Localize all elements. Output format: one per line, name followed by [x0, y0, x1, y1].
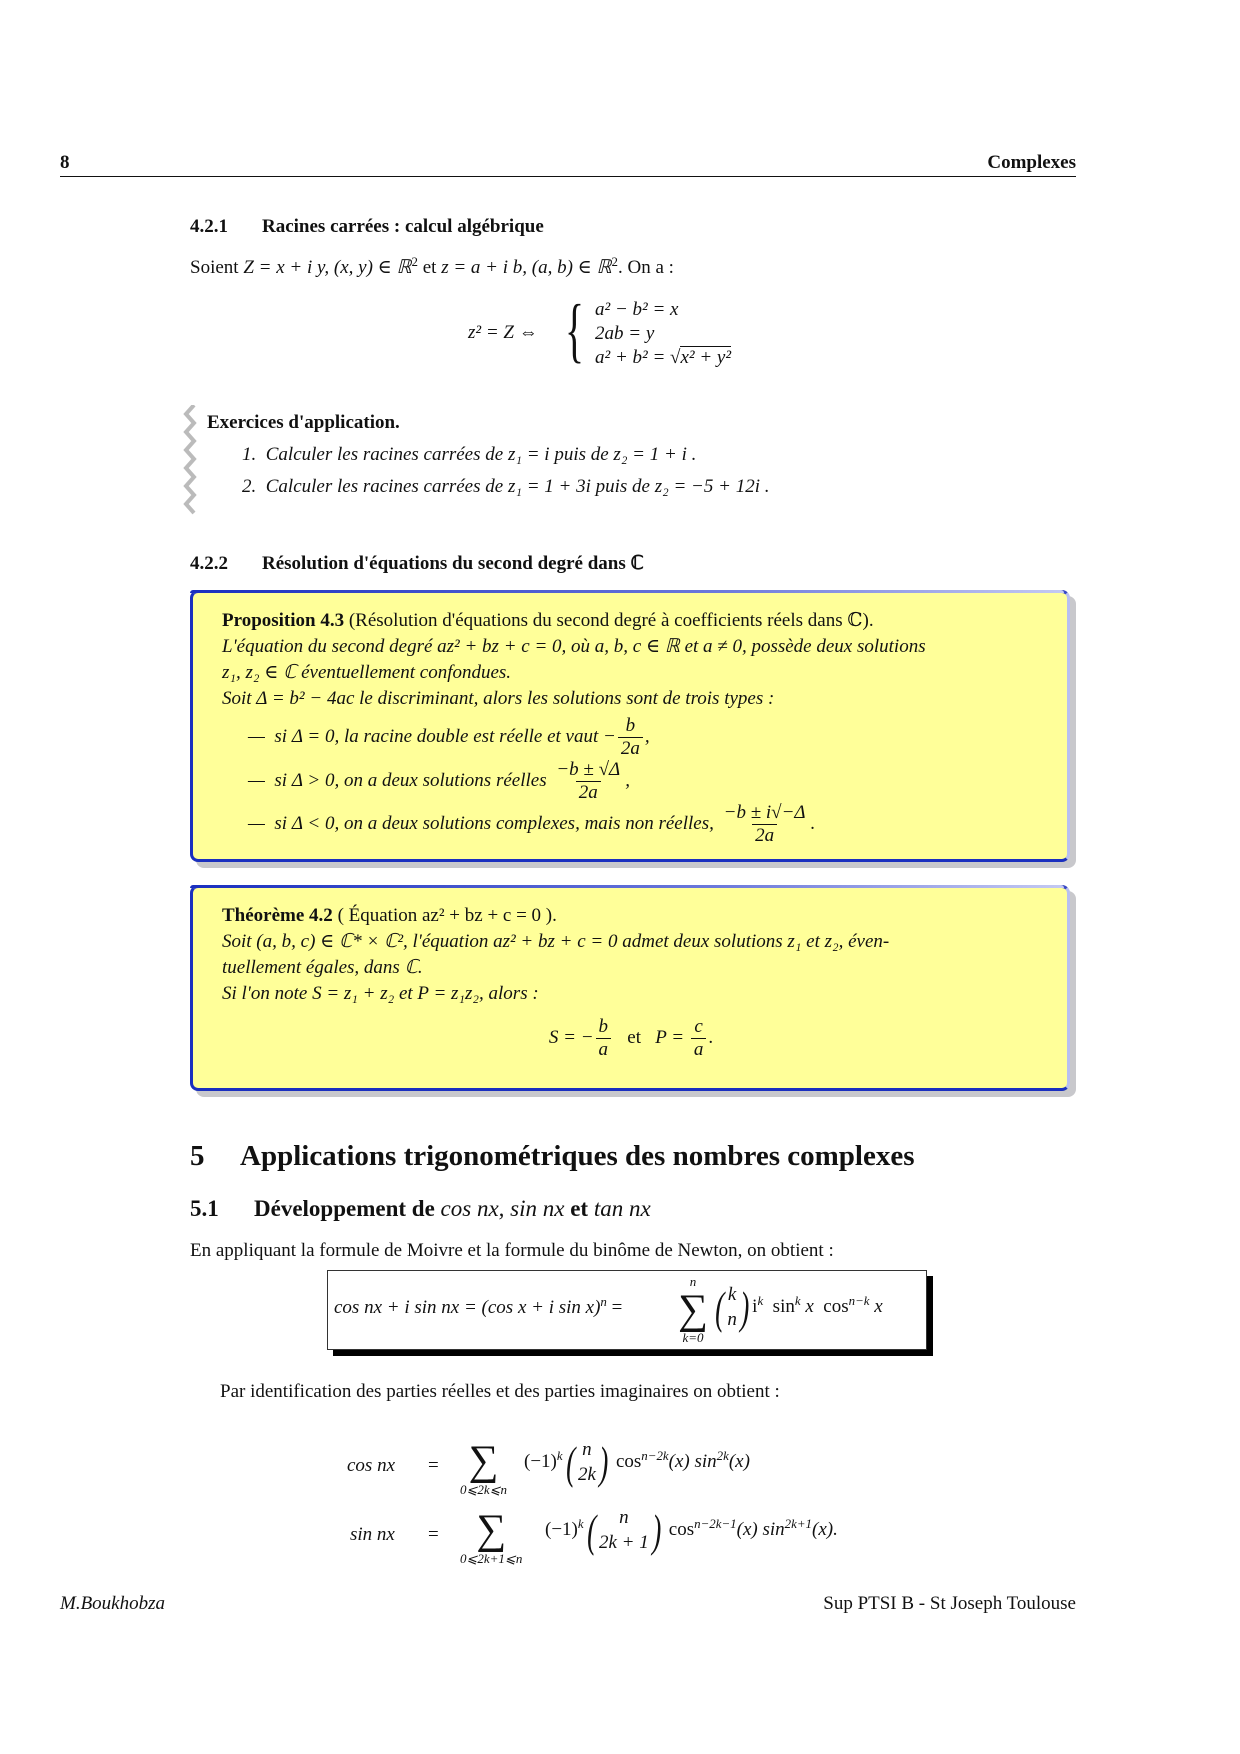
moivre-boxed-formula: cos nx + i sin nx = (cos x + i sin x)$^n$ = n ∑ k=0 ( k n ) $i^k$ $\sin^k x$ $\cos^{n-k} x$: [327, 1270, 927, 1350]
case-delta-zero: — si Δ = 0, la racine double est réelle et vaut − $\frac{b}{2a}$ ,: [248, 715, 650, 759]
cos-sum-body: $(-1)^k$ ( n 2k ) $\cos^{n-2k}(x)$ $\sin^{2k}(x)$: [524, 1436, 750, 1488]
exercise-item-1: 1. Calculer les racines carrées de z₁ = i puis de z₂ = 1 + i .: [242, 444, 697, 465]
cos-nx-lhs: cos nx: [347, 1455, 396, 1476]
cos-sum: ∑ 0⩽2k⩽n: [460, 1438, 508, 1497]
identification-text: Par identification des parties réelles et des parties imaginaires on obtient :: [220, 1381, 780, 1402]
case-delta-negative: — si Δ < 0, on a deux solutions complexes, mais non réelles, $\frac{-b \pm i√-\Delta}{2a}$ .: [248, 802, 816, 847]
theorem-label: Théorème 4.2: [222, 905, 333, 926]
subsection-heading-4-2-1: 4.2.1 Racines carrées : calcul algébrique: [190, 216, 544, 237]
sin-eq-sign: =: [428, 1524, 439, 1545]
subsection-heading-4-2-2: 4.2.2 Résolution d'équations du second degré dans ℂ: [190, 553, 644, 574]
sum-product-formula: S = − $\frac{b}{a}$ et P = $\frac{c}{a}$ .: [548, 1016, 714, 1060]
proposition-box: Proposition 4.3 (Résolution d'équations du second degré à coefficients réels dans ℂ). L'équation du second degré az² + bz + c = 0, où a, b, c ∈ ℝ et a ≠ 0, possède deux solutions z₁, z₂ ∈ ℂ éventuellement confondues. Soit Δ = b² − 4ac le discriminant, alors les solutions sont de trois types : — si Δ = 0, la racine double est réelle et vaut − $\frac{b}{2a}$ , — si Δ > 0, on a deux solutions réelles $\frac{-b \pm √\Delta}{2a}$ , — si Δ < 0, on a deux solutions complexes, mais non réelles, $\frac{-b \pm i√-\Delta}{2a}$ .: [190, 590, 1070, 862]
cos-eq-sign: =: [428, 1455, 439, 1476]
moivre-intro: En appliquant la formule de Moivre et la formule du binôme de Newton, on obtient :: [190, 1240, 834, 1261]
case-delta-positive: — si Δ > 0, on a deux solutions réelles $\frac{-b \pm √\Delta}{2a}$ ,: [248, 758, 630, 803]
page-header: [60, 152, 1076, 177]
intro-paragraph: Soient Z = x + i y, (x, y) ∈ ℝ$^2$ et z = a + i b, (a, b) ∈ ℝ$^2$. On a :: [190, 253, 674, 278]
footer-author: M.Boukhobza: [60, 1593, 166, 1614]
chapter-title: Complexes: [987, 152, 1076, 173]
footer-class-info: Sup PTSI B - St Joseph Toulouse: [823, 1593, 1076, 1614]
zigzag-decoration-icon: [182, 405, 200, 515]
exercises-title: Exercices d'application.: [207, 412, 400, 433]
exercise-item-2: 2. Calculer les racines carrées de z₁ = 1 + 3i puis de z₂ = −5 + 12i .: [242, 476, 770, 497]
section-heading-5: 5 Applications trigonométriques des nombres complexes: [190, 1140, 915, 1172]
sin-sum-body: $(-1)^k$ ( n 2k + 1 ) $\cos^{n-2k-1}(x)$ $\sin^{2k+1}(x)$.: [545, 1504, 838, 1556]
section-heading-5-1: 5.1 Développement de cos nx, sin nx et tan nx: [190, 1196, 651, 1221]
theorem-box: Théorème 4.2 ( Équation az² + bz + c = 0 ). Soit (a, b, c) ∈ ℂ* × ℂ², l'équation az² + bz + c = 0 admet deux solutions z₁ et z₂, éven- tuellement égales, dans ℂ. Si l'on note S = z₁ + z₂ et P = z₁z₂, alors : S = − $\frac{b}{a}$ et P = $\frac{c}{a}$ .: [190, 885, 1070, 1091]
system-equations: a² − b² = x 2ab = y a² + b² = √x² + y²: [595, 299, 732, 368]
page-number: 8: [60, 152, 70, 173]
sin-nx-lhs: sin nx: [350, 1524, 395, 1545]
proposition-label: Proposition 4.3: [222, 610, 345, 631]
system-lhs: z² = Z ⇔: [468, 322, 538, 343]
left-brace: {: [565, 290, 585, 370]
sin-sum: ∑ 0⩽2k+1⩽n: [460, 1507, 523, 1566]
